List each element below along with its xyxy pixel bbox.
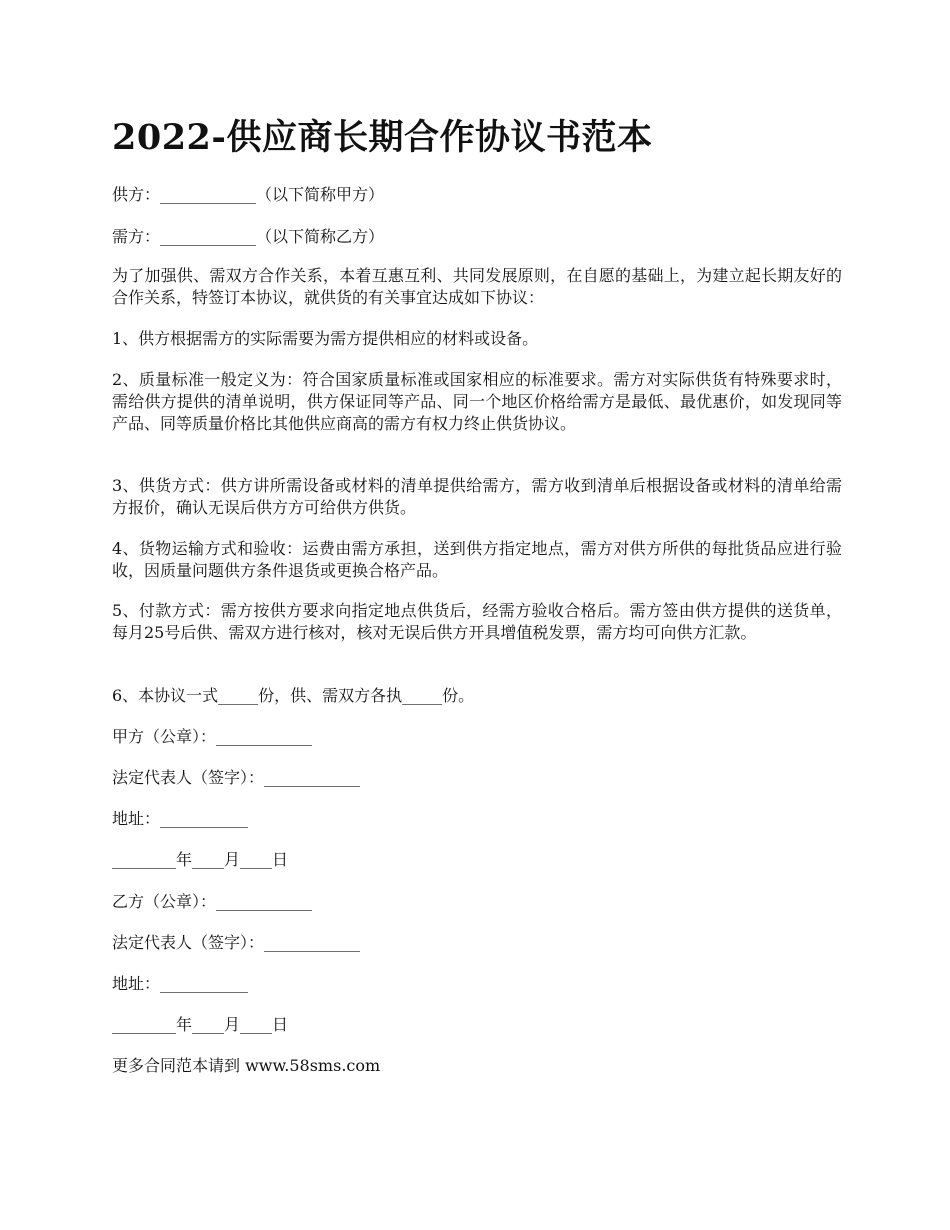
clause-5: 5、付款方式：需方按供方要求向指定地点供货后，经需方验收合格后。需方签由供方提供的送货单，每月25号后供、需双方进行核对，核对无误后供方开具增值税发票，需方均可向供方汇款。	[112, 601, 842, 642]
party-a-seal: 甲方（公章）：____________	[112, 727, 313, 746]
footer-note: 更多合同范本请到 www.58sms.com	[112, 1056, 381, 1075]
supplier-line: 供方：____________（以下简称甲方）	[112, 185, 385, 204]
party-b-representative: 法定代表人（签字）：____________	[112, 933, 361, 952]
party-a-address: 地址：___________	[112, 809, 249, 828]
party-a-representative: 法定代表人（签字）：____________	[112, 768, 361, 787]
clause-4: 4、货物运输方式和验收：运费由需方承担，送到供方指定地点，需方对供方所供的每批货品应进行验收，因质量问题供方条件退货或更换合格产品。	[112, 539, 842, 580]
clause-6: 6、本协议一式_____份，供、需双方各执_____份。	[112, 686, 475, 705]
party-a-date: ________年____月____日	[112, 850, 289, 869]
clause-1: 1、供方根据需方的实际需要为需方提供相应的材料或设备。	[112, 329, 539, 348]
clause-2: 2、质量标准一般定义为：符合国家质量标准或国家相应的标准要求。需方对实际供货有特殊要求时，需给供方提供的清单说明，供方保证同等产品、同一个地区价格给需方是最低、最优惠价，如发现同等产品、同等质量价格比其他供应商高的需方有权力终止供货协议。	[112, 370, 842, 433]
document-title: 2022-供应商长期合作协议书范本	[112, 117, 653, 158]
party-b-address: 地址：___________	[112, 974, 249, 993]
party-b-seal: 乙方（公章）：____________	[112, 892, 313, 911]
intro-paragraph: 为了加强供、需双方合作关系，本着互惠互利、共同发展原则，在自愿的基础上，为建立起长期友好的合作关系，特签订本协议，就供货的有关事宜达成如下协议：	[112, 266, 842, 307]
clause-3: 3、供货方式：供方讲所需设备或材料的清单提供给需方，需方收到清单后根据设备或材料的清单给需方报价，确认无误后供方方可给供方供货。	[112, 476, 842, 517]
party-b-date: ________年____月____日	[112, 1015, 289, 1034]
buyer-line: 需方：____________（以下简称乙方）	[112, 227, 385, 246]
